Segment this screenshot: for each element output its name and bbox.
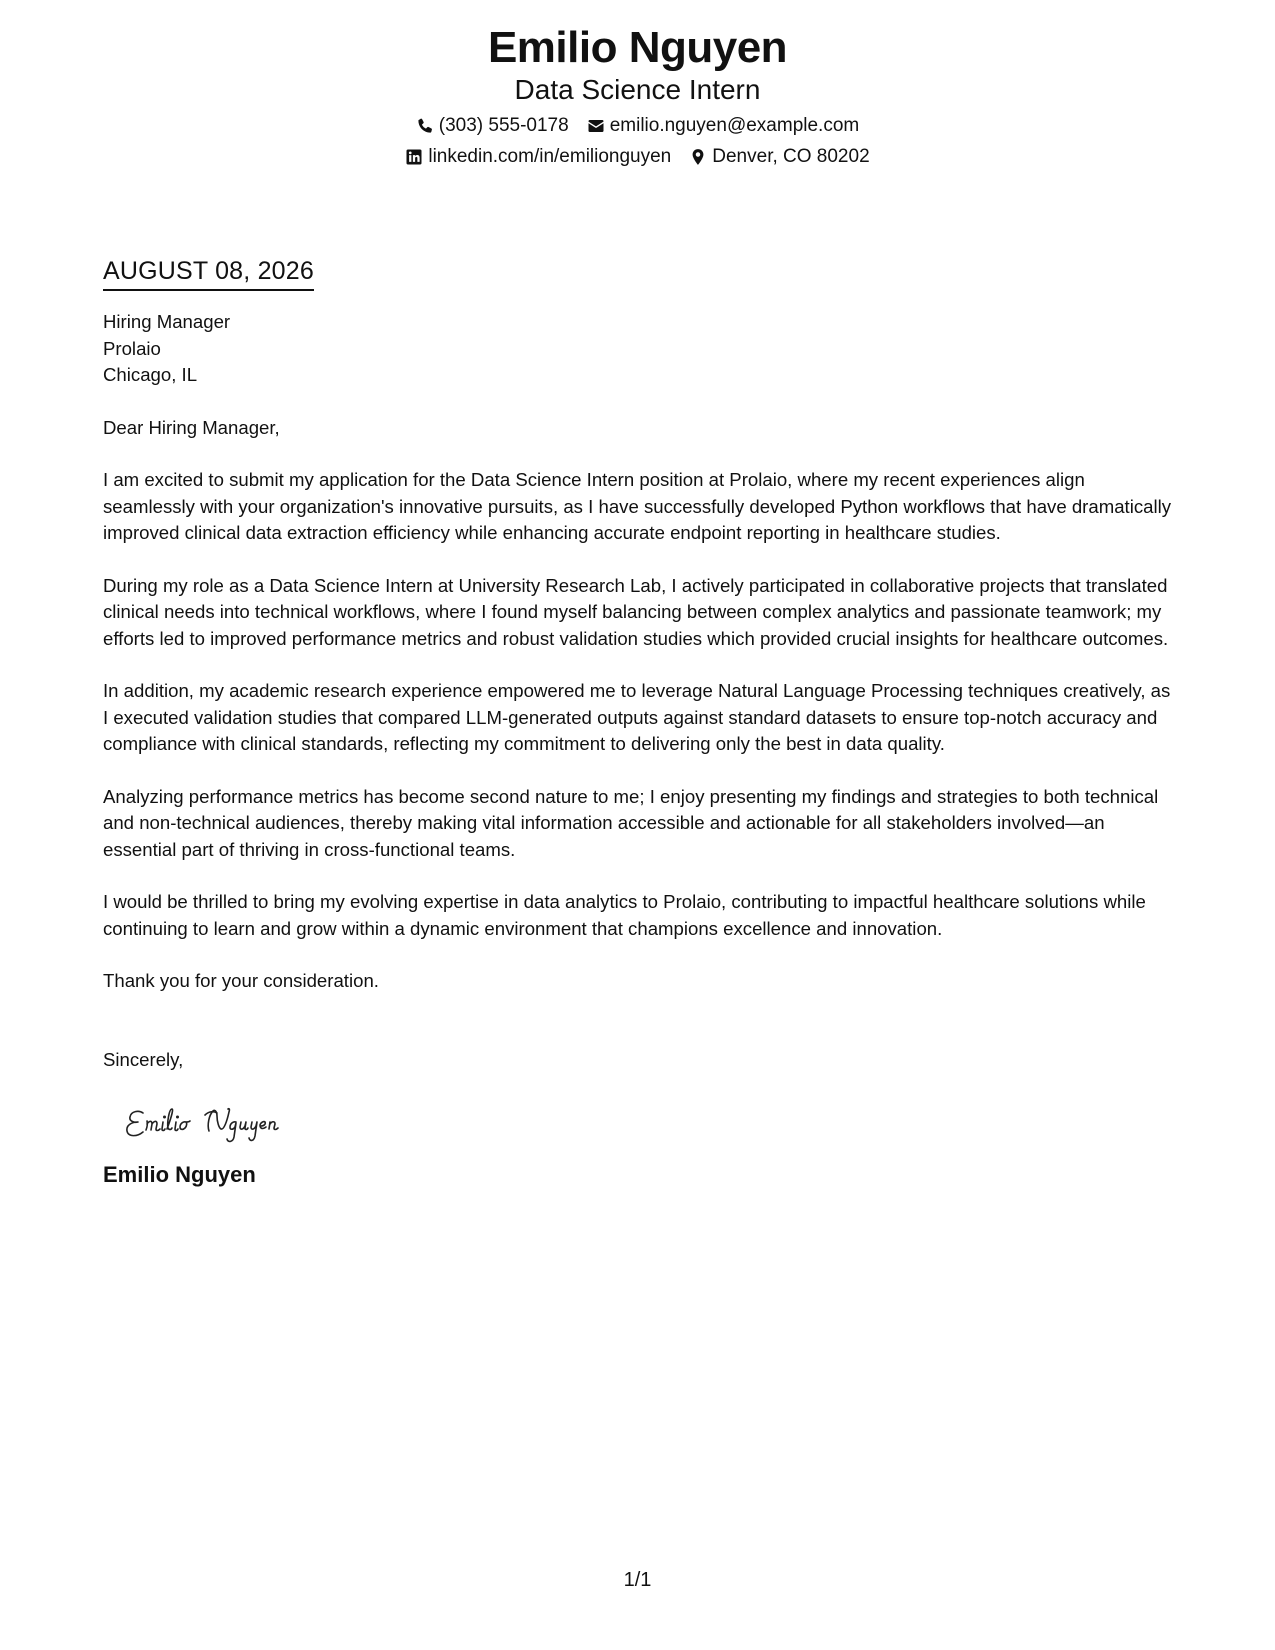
phone-icon <box>416 117 434 135</box>
contact-row-1 <box>0 115 1275 137</box>
contact-email <box>587 115 860 137</box>
linkedin-text[interactable]: linkedin.com/in/emilionguyen <box>428 146 672 167</box>
applicant-title: Data Science Intern <box>514 74 761 105</box>
letter-body <box>103 254 1178 1189</box>
handwritten-signature <box>121 1091 1178 1161</box>
location-text: Denver, CO 80202 <box>712 146 870 167</box>
recipient-name: Hiring Manager <box>103 311 231 332</box>
applicant-name: Emilio Nguyen <box>487 23 788 72</box>
paragraph-6: Thank you for your consideration. <box>103 970 379 991</box>
phone-text: (303) 555-0178 <box>438 115 569 136</box>
contact-phone <box>416 115 569 137</box>
page-number: 1/1 <box>623 1569 652 1591</box>
recipient-location: Chicago, IL <box>103 364 198 385</box>
linkedin-icon <box>405 148 423 166</box>
map-marker-icon <box>689 148 707 166</box>
salutation: Dear Hiring Manager, <box>103 416 280 438</box>
contact-location <box>689 146 869 168</box>
closing: Sincerely, <box>103 1048 184 1070</box>
paragraph-4: Analyzing performance metrics has become second nature to me; I enjoy presenting my findings and strategies to both technical and non-technical audiences, thereby making vital information accessible and actionable for all stakeholders involved—an essential part of thriving in cross-functional teams. <box>103 785 1159 860</box>
letter-header <box>0 22 1275 168</box>
paragraph-3: In addition, my academic research experience empowered me to leverage Natural Language Processing techniques creatively, as I executed validation studies that compared LLM-generated outputs against standard datasets to ensure top-notch accuracy and compliance with clinical standards, reflecting my commitment to delivering only the best in data quality. <box>103 680 1171 754</box>
email-text[interactable]: emilio.nguyen@example.com <box>609 115 860 136</box>
recipient-company: Prolaio <box>103 337 161 359</box>
contact-linkedin <box>405 146 671 168</box>
letter-date: AUGUST 08, 2026 <box>103 254 314 291</box>
signed-name: Emilio Nguyen <box>103 1162 256 1187</box>
recipient-block <box>103 309 1178 389</box>
envelope-icon <box>587 117 605 135</box>
paragraph-1: I am excited to submit my application for the Data Science Intern position at Prolaio, where my recent experiences align seamlessly with your organization's innovative pursuits, as I have successfully developed Python workflows that have dramatically improved clinical data extraction efficiency while enhancing accurate endpoint reporting in healthcare studies. <box>103 469 1172 543</box>
signature-drawing <box>121 1091 361 1151</box>
paragraph-5: I would be thrilled to bring my evolving expertise in data analytics to Prolaio, contributing to impactful healthcare solutions while continuing to learn and grow within a dynamic environment that champions excellence and innovation. <box>103 891 1146 939</box>
contact-row-2 <box>0 146 1275 168</box>
paragraph-2: During my role as a Data Science Intern at University Research Lab, I actively participated in collaborative projects that translated clinical needs into technical workflows, where I found myself balancing between complex analytics and passionate teamwork; my efforts led to improved performance metrics and robust validation studies which provided crucial insights for healthcare outcomes. <box>103 574 1169 649</box>
